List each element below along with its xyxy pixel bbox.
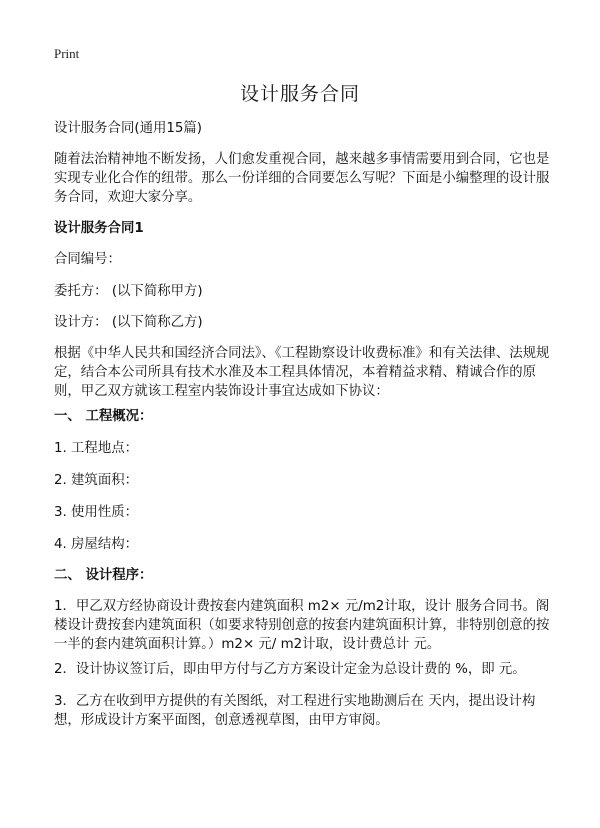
basis-paragraph: 根据《中华人民共和国经济合同法》、《工程勘察设计收费标准》和有关法律、法规规定，结合本公司所具有技术水准及本工程具体情况，本着精益求精、精诚合作的原则，甲乙双方就该工程室内装饰设计事宜达成如下协议： [54,346,550,399]
part2-heading: 二、 设计程序： [54,568,153,583]
part1-heading: 一、 工程概况： [54,409,153,424]
document-title: 设计服务合同 [239,83,360,105]
overview-item: 2. 建筑面积： [54,473,138,488]
client-line: 委托方： (以下简称甲方) [54,284,203,299]
document-subtitle: 设计服务合同(通用15篇) [54,121,203,136]
procedure-item: 1．甲乙双方经协商设计费按套内建筑面积 m2× 元/m2计取，设计 服务合同书。阁楼设计费按套内建筑面积（如要求特别创意的按套内建筑面积计算，非特别创意的按一半的套内建筑面积计算。）m2× 元/ m2计取，设计费总计 元。 [54,599,550,652]
overview-item: 1. 工程地点： [54,441,138,456]
overview-item: 3. 使用性质： [54,505,138,520]
document-body [54,0,554,828]
designer-line: 设计方： (以下简称乙方) [54,315,203,330]
procedure-item: 3．乙方在收到甲方提供的有关图纸，对工程进行实地勘测后在 天内，提出设计构想，形成设计方案平面图，创意透视草图，由甲方审阅。 [54,694,536,728]
overview-item: 4. 房屋结构： [54,537,138,552]
contract-number-line: 合同编号： [54,252,121,267]
intro-paragraph: 随着法治精神地不断发扬，人们愈发重视合同，越来越多事情需要用到合同，它也是实现专业化合作的纽带。那么一份详细的合同要怎么写呢？下面是小编整理的设计服务合同，欢迎大家分享。 [54,152,550,205]
procedure-item: 2．设计协议签订后，即由甲方付与乙方方案设计定金为总设计费的 %，即 元。 [54,662,526,677]
print-label[interactable]: Print [54,46,80,61]
section-heading: 设计服务合同1 [54,221,144,236]
